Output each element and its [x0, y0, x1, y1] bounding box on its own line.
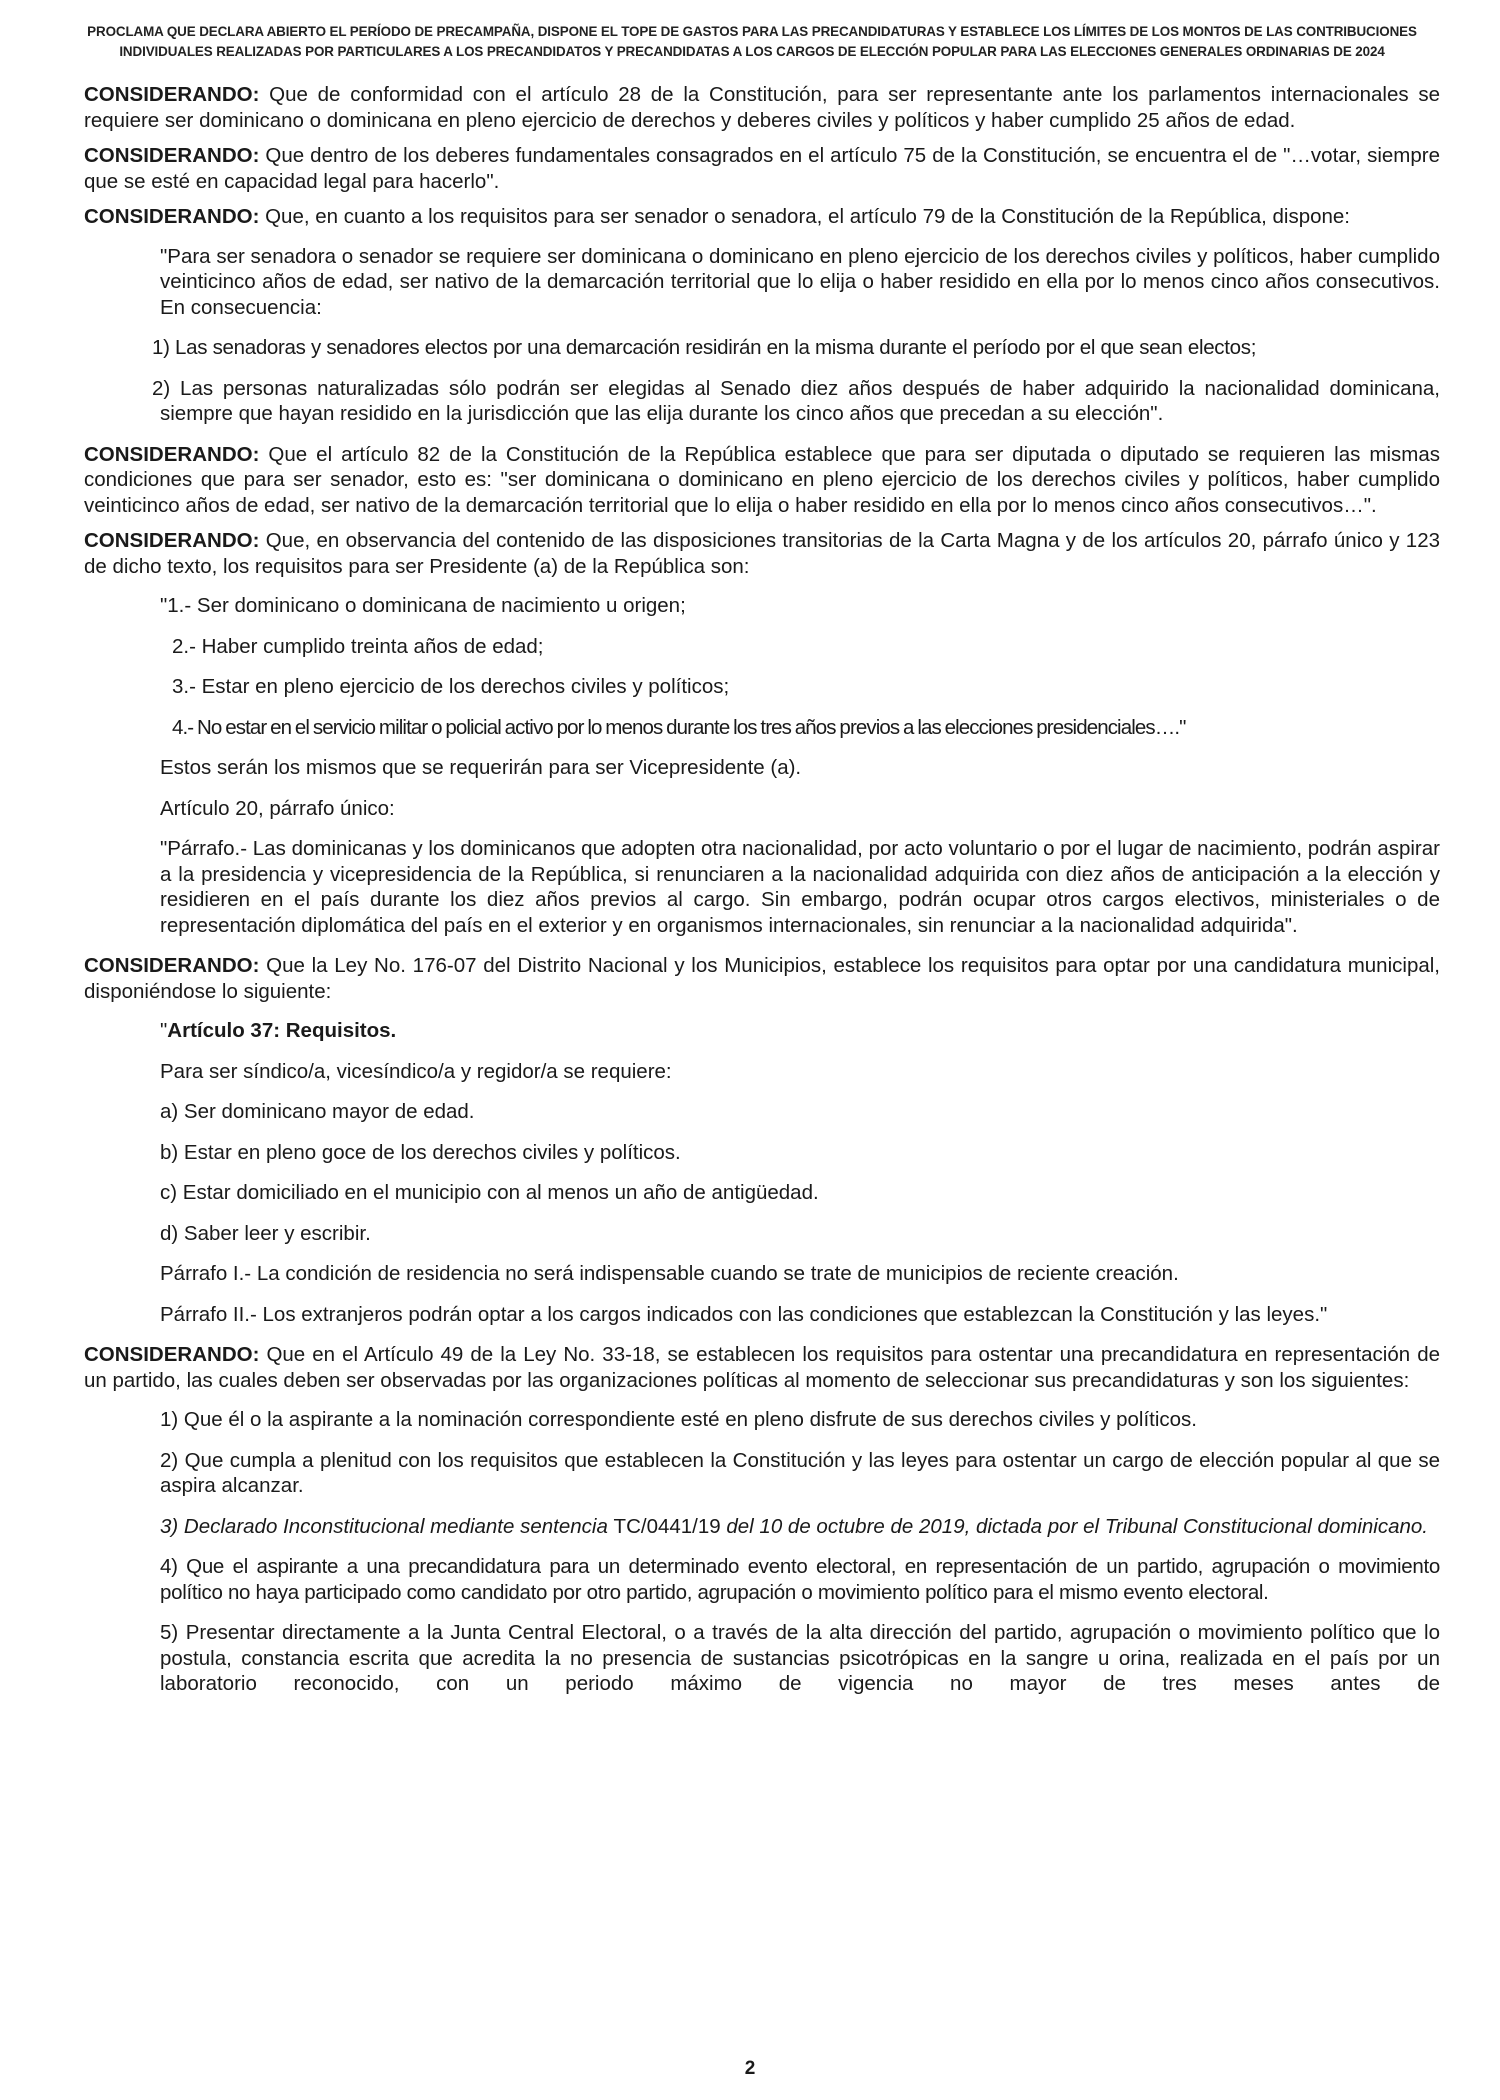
- article-20-paragraph: "Párrafo.- Las dominicanas y los dominicanos que adopten otra nacionalidad, por acto voluntario o por el lugar de nacimiento, podrán aspirar a la presidencia y vicepresidencia de la República, si renunciaren a la nacionalidad adquirida con diez años de anticipación a la elección y residieren en el país durante los diez años previos al cargo. Sin embargo, podrán ocupar otros cargos electivos, ministeriales o de representación diplomática del país en el exterior y en organismos internacionales, sin renunciar a la nacionalidad adquirida".: [160, 837, 1440, 937]
- law-requirement-item: 5) Presentar directamente a la Junta Central Electoral, o a través de la alta dirección del partido, agrupación o movimiento político que lo postula, constancia escrita que acredita la no presencia de sustancias psicotrópicas en la sangre u orina, realizada en el país por un laboratorio reconocido, con un periodo máximo de vigencia no mayor de tres meses antes de: [160, 1621, 1440, 1695]
- article-37-parrafo: Párrafo II.- Los extranjeros podrán optar a los cargos indicados con las condiciones que establezcan la Constitución y las leyes.": [160, 1302, 1328, 1326]
- requirement-item: 3.- Estar en pleno ejercicio de los derechos civiles y políticos;: [172, 675, 730, 698]
- header-line-1: PROCLAMA QUE DECLARA ABIERTO EL PERÍODO DE PRECAMPAÑA, DISPONE EL TOPE DE GASTOS PARA LAS PRECANDIDATURAS Y ESTABLECE LOS LÍMITES DE LOS MONTOS DE LAS CONTRIBUCIONES: [87, 24, 1417, 39]
- considerando-lead: CONSIDERANDO:: [84, 954, 260, 977]
- considerando-lead: CONSIDERANDO:: [84, 83, 260, 106]
- quote-article-79: "Para ser senadora o senador se requiere ser dominicana o dominicano en pleno ejercicio de los derechos civiles y políticos, haber cumplido veinticinco años de edad, ser nativo de la demarcación territorial que lo elija o haber residido en ella por lo menos cinco años consecutivos. En consecuencia:: [160, 244, 1440, 319]
- considerando-3: CONSIDERANDO: Que, en cuanto a los requisitos para ser senador o senadora, el artículo 79 de la Constitución de la República, dispone:: [84, 205, 1351, 228]
- page-number: 2: [744, 2058, 756, 2079]
- considerando-6: CONSIDERANDO: Que la Ley No. 176-07 del Distrito Nacional y los Municipios, establece los requisitos para optar por una candidatura municipal, disponiéndose lo siguiente:: [84, 954, 1440, 1003]
- article-37-parrafo: Párrafo I.- La condición de residencia no será indispensable cuando se trate de municipios de reciente creación.: [160, 1262, 1179, 1285]
- considerando-lead: CONSIDERANDO:: [84, 205, 260, 228]
- considerando-lead: CONSIDERANDO:: [84, 529, 260, 552]
- quote-item: 1) Las senadoras y senadores electos por una demarcación residirán en la misma durante el período por el que sean electos;: [152, 336, 1257, 359]
- article-37-intro: Para ser síndico/a, vicesíndico/a y regidor/a se requiere:: [160, 1059, 672, 1083]
- document-header: [64, 22, 1440, 62]
- vice-note: Estos serán los mismos que se requerirán para ser Vicepresidente (a).: [160, 756, 802, 779]
- header-line-2: INDIVIDUALES REALIZADAS POR PARTICULARES A LOS PRECANDIDATOS Y PRECANDIDATAS A LOS CARGOS DE ELECCIÓN POPULAR PARA LAS ELECCIONES GENERALES ORDINARIAS DE 2024: [119, 44, 1385, 59]
- requirement-item: "1.- Ser dominicano o dominicana de nacimiento u origen;: [160, 594, 686, 617]
- law-requirement-item: 1) Que él o la aspirante a la nominación correspondiente esté en pleno disfrute de sus derechos civiles y políticos.: [160, 1408, 1197, 1431]
- requirement-item: 4.- No estar en el servicio militar o policial activo por lo menos durante los tres años previos a las elecciones presidenciales….": [172, 715, 1186, 739]
- article-37-title: "Artículo 37: Requisitos.: [160, 1019, 397, 1042]
- considerando-4: CONSIDERANDO: Que el artículo 82 de la Constitución de la República establece que para ser diputada o diputado se requieren las mismas condiciones que para ser senador, esto es: "ser dominicana o dominicano en pleno ejercicio de los derechos civiles y políticos, haber cumplido veinticinco años de edad, ser nativo de la demarcación territorial que lo elija o haber residido en ella por lo menos cinco años consecutivos…".: [84, 442, 1440, 517]
- considerando-5: CONSIDERANDO: Que, en observancia del contenido de las disposiciones transitorias de la Carta Magna y de los artículos 20, párrafo único y 123 de dicho texto, los requisitos para ser Presidente (a) de la República son:: [84, 529, 1440, 578]
- law-requirement-item: 3) Declarado Inconstitucional mediante sentencia TC/0441/19 del 10 de octubre de 2019, dictada por el Tribunal Constitucional dominicano.: [160, 1514, 1428, 1538]
- considerando-1: CONSIDERANDO: Que de conformidad con el artículo 28 de la Constitución, para ser representante ante los parlamentos internacionales se requiere ser dominicano o dominicana en pleno ejercicio de derechos y deberes civiles y políticos y haber cumplido 25 años de edad.: [84, 83, 1440, 132]
- law-requirement-item: 4) Que el aspirante a una precandidatura para un determinado evento electoral, en representación de un partido, agrupación o movimiento político no haya participado como candidato por otro partido, agrupación o movimiento político para el mismo evento electoral.: [160, 1555, 1440, 1604]
- considerando-7: CONSIDERANDO: Que en el Artículo 49 de la Ley No. 33-18, se establecen los requisitos para ostentar una precandidatura en representación de un partido, las cuales deben ser observadas por las organizaciones políticas al momento de seleccionar sus precandidaturas y son los siguientes:: [84, 1343, 1440, 1392]
- document-body: [84, 82, 1440, 1697]
- considerando-2: CONSIDERANDO: Que dentro de los deberes fundamentales consagrados en el artículo 75 de la Constitución, se encuentra el de "…votar, siempre que se esté en capacidad legal para hacerlo".: [84, 144, 1440, 193]
- article-37-item: c) Estar domiciliado en el municipio con al menos un año de antigüedad.: [160, 1181, 819, 1204]
- article-37-item: b) Estar en pleno goce de los derechos civiles y políticos.: [160, 1140, 681, 1164]
- considerando-lead: CONSIDERANDO:: [84, 442, 260, 466]
- requirement-item: 2.- Haber cumplido treinta años de edad;: [172, 634, 544, 658]
- considerando-lead: CONSIDERANDO:: [84, 144, 260, 167]
- law-requirement-item: 2) Que cumpla a plenitud con los requisitos que establecen la Constitución y las leyes para ostentar un cargo de elección popular al que se aspira alcanzar.: [160, 1448, 1440, 1497]
- considerando-lead: CONSIDERANDO:: [84, 1343, 260, 1366]
- article-37-item: a) Ser dominicano mayor de edad.: [160, 1100, 475, 1123]
- article-20-label: Artículo 20, párrafo único:: [160, 796, 395, 820]
- quote-item: 2) Las personas naturalizadas sólo podrán ser elegidas al Senado diez años después de haber adquirido la nacionalidad dominicana, siempre que hayan residido en la jurisdicción que las elija durante los cinco años que precedan a su elección".: [152, 376, 1440, 425]
- article-37-item: d) Saber leer y escribir.: [160, 1221, 371, 1245]
